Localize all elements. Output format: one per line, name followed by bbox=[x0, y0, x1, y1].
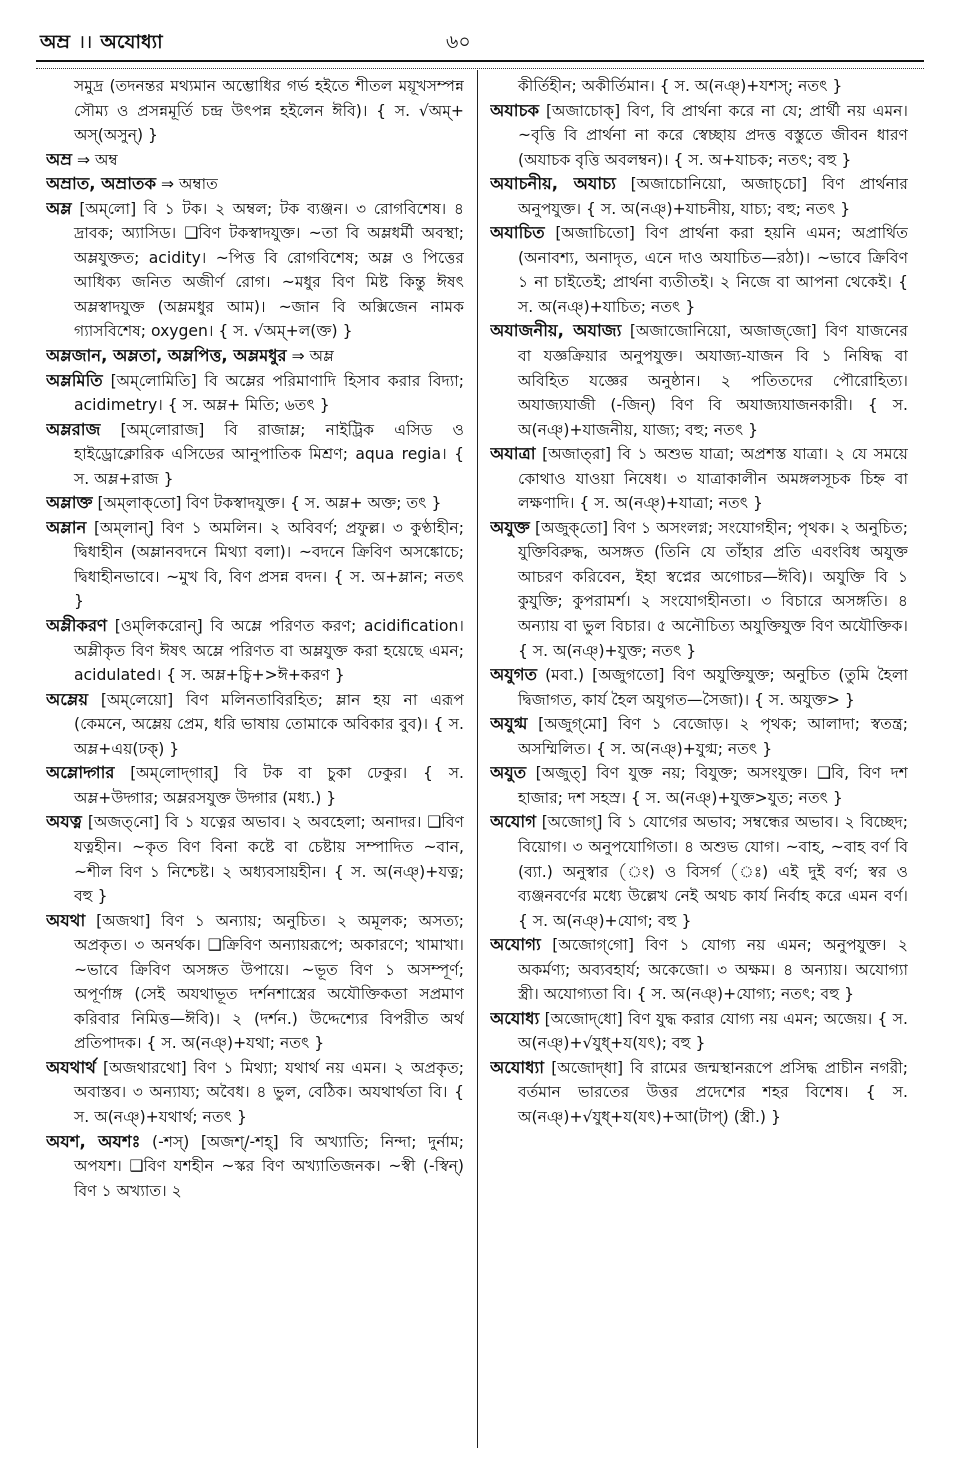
dictionary-entry bbox=[46, 516, 464, 614]
entry-headword: অম্লরাজ bbox=[46, 419, 101, 439]
guide-word-last: অযোধ্যা bbox=[100, 31, 163, 53]
entry-definition: [অজাজোনিয়ো, অজাজ্‌জো] বিণ যাজনের বা যজ্ঞক্রিয়ার অনুপযুক্ত। অযাজ্য-যাজন বি ১ নিষিদ্ধ বা অবিহিত যজ্ঞের অনুষ্ঠান। ২ পতিতদের পৌরোহিত্য। অযাজ্যযাজী (-জিন্‌) বিণ বি অযাজ্যযাজনকারী। { স. অ(নঞ্‌)+যাজনীয়, যাজ্য; বহু; নতৎ } bbox=[518, 322, 908, 439]
entry-definition: (মবা.) [অজুগতো] বিণ অযুক্তিযুক্ত; অনুচিত (তুমি হৈলা দ্বিজাগত, কার্য হৈল অযুগত—সৈজা)। { স. অযুক্ত> } bbox=[518, 666, 908, 709]
entry-definition: [অজুত্‌] বিণ যুক্ত নয়; বিযুক্ত; অসংযুক্ত। ❑বি, বিণ দশ হাজার; দশ সহস্র। { স. অ(নঞ্‌)+যুক্ত>যুত; নতৎ } bbox=[518, 764, 908, 807]
dictionary-entry bbox=[490, 172, 908, 221]
dictionary-entry bbox=[490, 810, 908, 933]
guide-word-first: অম্র bbox=[40, 31, 70, 53]
guide-separator: ।। bbox=[78, 31, 93, 53]
dictionary-entry bbox=[46, 761, 464, 810]
dictionary-entry bbox=[490, 74, 908, 99]
left-column bbox=[46, 74, 464, 1444]
entry-definition: [অজাচিতো] বিণ প্রার্থনা করা হয়নি এমন; অপ্রার্থিত (অনাবশ্য, অনাদৃত, এনে দাও অযাচিত—রঠা)। ~ভাবে ক্রিবিণ ১ না চাইতেই; প্রার্থনা ব্যতীতই। ২ নিজে বা আপনা থেকেই। { স. অ(নঞ্‌)+যাচিত; নতৎ } bbox=[518, 224, 908, 316]
entry-headword: অম্র bbox=[46, 149, 73, 169]
entry-definition: [অজুক্‌তো] বিণ ১ অসংলগ্ন; সংযোগহীন; পৃথক। ২ অনুচিত; যুক্তিবিরুদ্ধ, অসঙ্গত (তিনি যে তাঁহার প্রতি এবংবিধ অযুক্ত আচরণ করিবেন, ইহা স্বপ্নের অগোচর—ঈবি)। অযুক্তি বি ১ কুযুক্তি; কুপরামর্শ। ২ সংযোগহীনতা। ৩ বিচারে অসঙ্গতি। ৪ অন্যায় বা ভুল বিচার। ৫ অনৌচিত্য অযুক্তিযুক্ত বিণ অযৌক্তিক। { স. অ(নঞ্‌)+যুক্ত; নতৎ } bbox=[518, 518, 908, 660]
entry-definition: কীর্তিহীন; অকীর্তিমান। { স. অ(নঞ্‌)+যশস্‌; নতৎ } bbox=[518, 77, 843, 95]
entry-headword: অযাচনীয়, অযাচ্য bbox=[490, 174, 616, 194]
entry-headword: অযথা bbox=[46, 910, 86, 930]
dictionary-entry bbox=[46, 344, 464, 369]
entry-definition: (-শস্‌) [অজশ্‌/-শহ্‌] বি অখ্যাতি; নিন্দা; দুর্নাম; অপযশ। ❑বিণ যশহীন ~স্কর বিণ অখ্যাতিজনক। ~স্বী (-স্বিন্‌) বিণ ১ অখ্যাত। ২ bbox=[74, 1132, 464, 1200]
entry-definition: [অম্‌লাক্‌তো] বিণ টকস্বাদযুক্ত। { স. অম্ল+ অক্ত; তৎ } bbox=[92, 494, 442, 513]
dictionary-entry bbox=[46, 148, 464, 173]
dictionary-entry bbox=[490, 442, 908, 516]
page-number: ৬০ bbox=[446, 31, 471, 53]
dictionary-entry bbox=[46, 1056, 464, 1130]
entry-definition: [অজাত্‌রা] বি ১ অশুভ যাত্রা; অপ্রশস্ত যাত্রা। ২ যে সময়ে কোথাও যাওয়া নিষেধ। ৩ যাত্রাকালীন অমঙ্গলসূচক চিহ্ন বা লক্ষণাদি। { স. অ(নঞ্‌)+যাত্রা; নতৎ } bbox=[518, 445, 908, 513]
entry-definition: [অজোদ্‌ধো] বিণ যুদ্ধ করার যোগ্য নয় এমন; অজেয়। { স. অ(নঞ্‌)+√যুধ্‌+য(যৎ); বহু } bbox=[518, 1009, 908, 1053]
entry-headword: অযোধ্যা bbox=[490, 1057, 545, 1077]
entry-definition: [অজাচোক্‌] বিণ, বি প্রার্থনা করে না যে; প্রার্থী নয় এমন। ~বৃত্তি বি প্রার্থনা না করে স্বেচ্ছায় প্রদত্ত বস্তুতে জীবন ধারণ (অযাচক বৃত্তি অবলম্বন)। { স. অ+যাচক; নতৎ; বহু } bbox=[518, 101, 908, 169]
column-divider bbox=[477, 70, 478, 1448]
dictionary-entry bbox=[46, 909, 464, 1056]
entry-definition: [অজোদ্‌ধা] বি রামের জন্মস্থানরূপে প্রসিদ্ধ প্রাচীন নগরী; বর্তমান ভারতের উত্তর প্রদেশের শহর বিশেষ। { স. অ(নঞ্‌)+√যুধ্‌+য(যৎ)+আ(টাপ্‌) (স্ত্রী.) } bbox=[518, 1058, 908, 1126]
entry-headword: অম্রাত, অম্রাতক bbox=[46, 174, 156, 194]
dictionary-entry bbox=[490, 663, 908, 712]
dictionary-entry bbox=[490, 516, 908, 663]
entry-headword: অযথার্থ bbox=[46, 1057, 96, 1077]
entry-headword: অযশ, অযশঃ bbox=[46, 1131, 141, 1151]
dictionary-entry bbox=[46, 491, 464, 516]
dictionary-entry bbox=[490, 712, 908, 761]
dictionary-entry bbox=[490, 221, 908, 319]
entry-definition: [অজাচোনিয়ো, অজাচ্‌চো] বিণ প্রার্থনার অনুপযুক্ত। { স. অ(নঞ্‌)+যাচনীয়, যাচ্য; বহু; নতৎ } bbox=[518, 175, 908, 218]
dictionary-entry bbox=[46, 197, 464, 344]
dictionary-entry bbox=[46, 172, 464, 197]
dictionary-entry bbox=[490, 761, 908, 810]
entry-definition: [অজত্‌নো] বি ১ যত্নের অভাব। ২ অবহেলা; অনাদর। ❑বিণ যত্নহীন। ~কৃত বিণ বিনা কষ্টে বা চেষ্টায় সম্পাদিত ~বান, ~শীল বিণ ১ নিশ্চেষ্ট। ২ অধ্যবসায়হীন। { স. অ(নঞ্‌)+যত্ন; বহু } bbox=[74, 813, 464, 906]
dictionary-entry bbox=[490, 1007, 908, 1056]
entry-definition: [অম্‌লোদ্‌গার্‌] বি টক বা চুকা ঢেকুর। { স. অম্ল+উদ্গার; অম্লরসযুক্ত উদ্গার (মধ্য.) } bbox=[74, 764, 464, 807]
guide-words bbox=[40, 28, 163, 60]
entry-headword: অম্লজান, অম্লতা, অম্লপিত্ত, অম্লমধুর bbox=[46, 346, 287, 366]
entry-headword: অম্লান bbox=[46, 517, 87, 537]
entry-definition: ⇒ অম্ব bbox=[72, 150, 118, 169]
entry-headword: অম্লাক্ত bbox=[46, 493, 93, 513]
entry-definition: [অজোগ্‌গো] বিণ ১ যোগ্য নয় এমন; অনুপযুক্ত। ২ অকর্মণ্য; অব্যবহার্য; অকেজো। ৩ অক্ষম। ৪ অন্যায়। অযোগ্যা স্ত্রী। অযোগ্যতা বি। { স. অ(নঞ্‌)+যোগ্য; নতৎ; বহু } bbox=[518, 936, 908, 1004]
entry-definition: ⇒ অম্বাত bbox=[155, 175, 218, 194]
entry-definition: [অম্‌লো] বি ১ টক। ২ অম্বল; টক ব্যঞ্জন। ৩ রোগবিশেষ। ৪ দ্রাবক; অ্যাসিড। ❑বিণ টকস্বাদযুক্ত। ~তা বি অম্লধর্মী অবস্থা; অম্লযুক্তত; acidity। ~পিত্ত বি রোগবিশেষ; অম্ল ও পিত্তের আধিক্য জনিত অজীর্ণ রোগ। ~মধুর বিণ মিষ্ট কিন্তু ঈষৎ অম্লস্বাদযুক্ত (অম্লমধুর আম)। ~জান বি অক্সিজেন নামক গ্যাসবিশেষ; oxygen। { স. √অম্‌+ল(ক্ত) } bbox=[71, 199, 464, 341]
entry-headword: অযুগ্ম bbox=[490, 714, 528, 734]
entry-headword: অম্লেয় bbox=[46, 689, 89, 709]
entry-definition: [অজথা] বিণ ১ অন্যায়; অনুচিত। ২ অমূলক; অসত্য; অপ্রকৃত। ৩ অনর্থক। ❑ক্রিবিণ অন্যায়রূপে; অকারণে; খামাখা। ~ভাবে ক্রিবিণ অসঙ্গত উপায়ে। ~ভূত বিণ ১ অসম্পূর্ণ; অপূর্ণাঙ্গ (সেই অযথাভূত দর্শনশাস্ত্রের অযৌক্তিকতা সপ্রমাণ করিবার নিমিত্ত—ঈবি)। ২ (দর্শন.) উদ্দেশ্যের বিপরীত অর্থ প্রতিপাদক। { স. অ(নঞ্‌)+যথা; নতৎ } bbox=[74, 911, 464, 1053]
right-column bbox=[490, 74, 908, 1444]
entry-definition: [ওম্‌লিকরোন্‌] বি অম্লে পরিণত করণ; acidification। অম্লীকৃত বিণ ঈষৎ অম্লে পরিণত বা অম্লযুক্ত করা হয়েছে এমন; acidulated। { স. অম্ল+চ্বি+>ঈ+করণ } bbox=[74, 617, 464, 685]
entry-definition: [অম্‌লোরাজ] বি রাজাম্ল; নাইট্রিক এসিড ও হাইড্রোক্লোরিক এসিডের আনুপাতিক মিশ্রণ; aqua regia। { স. অম্ল+রাজ } bbox=[74, 420, 464, 488]
entry-headword: অযাচক bbox=[490, 100, 540, 120]
header-rule bbox=[36, 60, 924, 69]
entry-headword: অম্লীকরণ bbox=[46, 616, 108, 636]
dictionary-entry bbox=[490, 933, 908, 1007]
entry-definition: [অজথারথো] বিণ ১ মিথ্যা; যথার্থ নয় এমন। ২ অপ্রকৃত; অবাস্তব। ৩ অন্যায্য; অবৈধ। ৪ ভুল, বেঠিক। অযথার্থতা বি। { স. অ(নঞ্‌)+যথার্থ; নতৎ } bbox=[74, 1058, 464, 1126]
entry-headword: অযোধ্য bbox=[490, 1008, 540, 1028]
entry-headword: অযুগত bbox=[490, 665, 537, 685]
entry-headword: অযাত্রা bbox=[490, 444, 536, 464]
dictionary-entry bbox=[46, 614, 464, 688]
entry-definition: সমুদ্র (তদনন্তর মথ্যমান অম্ভোধির গর্ভ হইতে শীতল ময়ূখসম্পন্ন সৌম্য ও প্রসন্নমূর্তি চন্দ্র উৎপন্ন হইলেন ঈবি)। { স. √অম্‌+ অস্‌(অসুন্‌) } bbox=[74, 77, 464, 145]
entry-definition: [অম্‌লেয়ো] বিণ মলিনতাবিরহিত; ম্লান হয় না এরূপ (কেমনে, অম্লেয় প্রেম, ধরি ভাষায় তোমাকে অবিকার বুব)। { স. অম্ল+এয়(ঢক্‌) } bbox=[74, 690, 464, 758]
entry-definition: ⇒ অম্ল bbox=[286, 347, 334, 366]
entry-headword: অযুক্ত bbox=[490, 517, 530, 537]
entry-definition: [অজোগ্‌] বি ১ যোগের অভাব; সম্বন্ধের অভাব। ২ বিচ্ছেদ; বিয়োগ। ৩ অনুপযোগিতা। ৪ অশুভ যোগ। ~বাহ, ~বাহ বর্ণ বি (ব্যা.) অনুস্বার (ং) ও বিসর্গ (ঃ) এই দুই বর্ণ; স্বর ও ব্যঞ্জনবর্ণের মধ্যে উল্লেখ নেই অথচ কার্য নির্বাহ করে এমন বর্ণ। { স. অ(নঞ্‌)+যোগ; বহু } bbox=[518, 813, 908, 930]
running-header bbox=[36, 22, 924, 56]
entry-headword: অযোগ bbox=[490, 812, 537, 832]
entry-headword: অম্লোদ্গার bbox=[46, 763, 115, 783]
entry-definition: [অম্‌লান্‌] বিণ ১ অমলিন। ২ অবিবর্ণ; প্রফুল্ল। ৩ কুণ্ঠাহীন; দ্বিধাহীন (অম্লানবদনে মিথ্যা বলা)। ~বদনে ক্রিবিণ অসঙ্কোচে; দ্বিধাহীনভাবে। ~মুখ বি, বিণ প্রসন্ন বদন। { স. অ+ম্লান; নতৎ } bbox=[74, 518, 464, 611]
entry-definition: [অম্‌লোমিতি] বি অম্লের পরিমাণাদি হিসাব করার বিদ্যা; acidimetry। { স. অম্ল+ মিতি; ৬তৎ } bbox=[74, 371, 464, 415]
entry-headword: অম্লমিতি bbox=[46, 370, 103, 390]
entry-headword: অযোগ্য bbox=[490, 935, 541, 955]
entry-headword: অম্ল bbox=[46, 198, 72, 218]
entry-headword: অযুত bbox=[490, 763, 527, 783]
dictionary-entry bbox=[46, 810, 464, 908]
entry-headword: অযাজনীয়, অযাজ্য bbox=[490, 321, 622, 341]
dictionary-entry bbox=[46, 418, 464, 492]
dictionary-entry bbox=[46, 369, 464, 418]
dictionary-entry bbox=[490, 319, 908, 442]
entry-definition: [অজুগ্‌মো] বিণ ১ বেজোড়। ২ পৃথক; আলাদা; স্বতন্ত্র; অসম্মিলিত। { স. অ(নঞ্‌)+যুগ্ম; নতৎ } bbox=[518, 715, 908, 758]
dictionary-entry bbox=[490, 1056, 908, 1130]
entry-headword: অযত্ন bbox=[46, 812, 82, 832]
dictionary-entry bbox=[490, 99, 908, 173]
dictionary-entry bbox=[46, 74, 464, 148]
entry-headword: অযাচিত bbox=[490, 223, 545, 243]
dictionary-entry bbox=[46, 1130, 464, 1204]
dictionary-entry bbox=[46, 688, 464, 762]
